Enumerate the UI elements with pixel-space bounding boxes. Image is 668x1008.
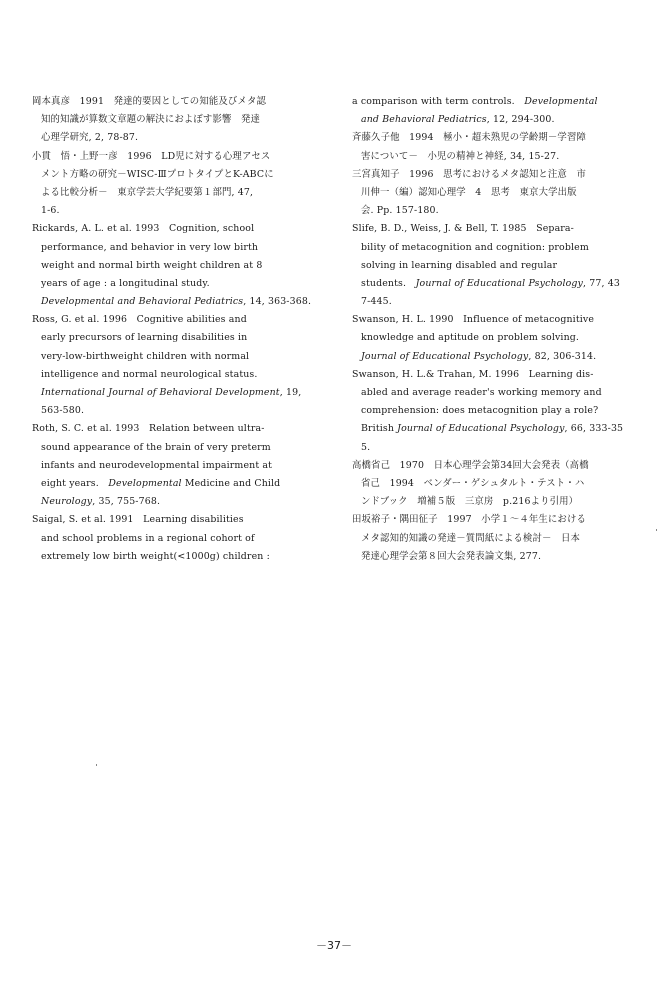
reference-first-line: Slife, B. D., Weiss, J. & Bell, T. 1985 Separa- [352,223,574,235]
reference-line: students. Journal of Educational Psychology, 77, 43 [361,277,620,289]
journal-title: Developmental [108,477,182,489]
reference-first-line: Rickards, A. L. et al. 1993 Cognition, school [32,223,255,235]
reference-first-line: Saigal, S. et al. 1991 Learning disabilities [32,514,244,526]
reference-entry [32,220,328,311]
reference-column-left [32,93,328,566]
reference-line: 5. [361,441,371,453]
reference-line: infants and neurodevelopmental impairment at [41,459,273,471]
reference-entry [352,511,644,566]
reference-line: extremely low birth weight(<1000g) children : [41,550,270,562]
reference-entry [32,311,328,420]
journal-title: and Behavioral Pediatrics [361,114,487,126]
journal-title: Journal of Educational Psychology [415,277,583,289]
reference-line: メタ認知的知識の発達－質問紙による検討－ 日本 [361,532,581,544]
journal-title: Journal of Educational Psychology [361,350,529,362]
reference-line: 1-6. [41,205,60,217]
reference-line: よる比較分析－ 東京学芸大学紀要第１部門, 47, [41,186,254,198]
reference-first-line: 田坂裕子・隅田征子 1997 小学１～４年生における [352,514,587,526]
reference-line: 知的知識が算数文章題の解決におよぼす影響 発達 [41,114,261,126]
reference-first-line: 高橋省己 1970 日本心理学会第34回大会発表（高橋 [352,459,589,471]
reference-entry [32,511,328,566]
scan-speck [656,529,657,531]
reference-line: 省己 1994 ベンダー・ゲシュタルト・テスト・ハ [361,477,585,489]
reference-entry [32,93,328,148]
reference-line: intelligence and normal neurological status. [41,368,258,380]
reference-line: Journal of Educational Psychology, 82, 306-314. [361,350,597,362]
journal-title: Developmental and Behavioral Pediatrics [41,296,244,308]
journal-title: International Journal of Behavioral Development [41,387,280,398]
reference-first-line: a comparison with term controls. Developmental [352,96,598,107]
reference-line: 563-580. [41,405,85,417]
reference-column-right [352,93,644,566]
reference-line: knowledge and aptitude on problem solving. [361,332,580,344]
page-number: －37－ [316,939,352,952]
reference-first-line: Swanson, H. L. 1990 Influence of metacognitive [352,314,595,326]
reference-line: weight and normal birth weight children at 8 [41,259,263,271]
journal-title: Neurology [41,496,93,508]
reference-line: early precursors of learning disabilities in [41,332,248,344]
reference-line: and school problems in a regional cohort of [41,532,255,544]
reference-first-line: 小貫 悟・上野一彦 1996 LD児に対する心理アセス [32,150,271,162]
reference-line: ンドブック 増補５版 三京房 p.216より引用） [361,496,579,508]
reference-line: Neurology, 35, 755-768. [41,496,161,508]
reference-line: メント方略の研究－WISC-ⅢプロトタイプとK-ABCに [41,168,274,180]
reference-line: solving in learning disabled and regular [361,259,558,271]
reference-line: years of age : a longitudinal study. [41,277,210,289]
reference-first-line: Swanson, H. L.& Trahan, M. 1996 Learning dis- [352,368,594,380]
reference-entry [32,420,328,511]
reference-line: and Behavioral Pediatrics, 12, 294-300. [361,114,555,126]
reference-entry [352,457,644,512]
reference-line: British Journal of Educational Psychology, 66, 333-35 [361,423,624,435]
reference-first-line: 岡本真彦 1991 発達的要因としての知能及びメタ認 [32,96,267,107]
reference-first-line: Ross, G. et al. 1996 Cognitive abilities and [32,314,247,326]
reference-entry [352,166,644,221]
reference-line: 害について－ 小児の精神と神経, 34, 15-27. [361,150,560,162]
scan-speck [96,764,97,766]
reference-entry [352,220,644,311]
reference-line: abled and average reader's working memory and [361,387,602,398]
reference-line: eight years. Developmental Medicine and Child [41,477,281,489]
reference-line: 発達心理学会第８回大会発表論文集, 277. [361,550,542,562]
reference-line: International Journal of Behavioral Development, 19, [41,387,302,398]
reference-line: 7-445. [361,296,392,308]
reference-entry [32,148,328,221]
journal-title: Developmental [524,96,598,107]
reference-first-line: 三宮真知子 1996 思考におけるメタ認知と注意 市 [352,168,587,180]
reference-entry [352,366,644,457]
reference-first-line: Roth, S. C. et al. 1993 Relation between ultra- [32,423,265,435]
reference-line: performance, and behavior in very low birth [41,241,259,253]
reference-line: comprehension: does metacognition play a role? [361,405,599,417]
reference-entry [352,311,644,366]
reference-first-line: 斉藤久子他 1994 極小・超未熟児の学齢期－学習障 [352,132,587,144]
reference-line: 会. Pp. 157-180. [361,205,439,217]
reference-entry [352,129,644,165]
reference-line: bility of metacognition and cognition: problem [361,241,589,253]
journal-title: Journal of Educational Psychology [397,423,565,435]
reference-line: sound appearance of the brain of very preterm [41,441,271,453]
reference-line: Developmental and Behavioral Pediatrics, 14, 363-368. [41,296,312,308]
reference-line: 川伸一（編）認知心理学 4 思考 東京大学出版 [361,186,577,198]
reference-line: very-low-birthweight children with normal [41,350,250,362]
reference-entry [352,93,644,129]
reference-line: 心理学研究, 2, 78-87. [41,132,139,144]
